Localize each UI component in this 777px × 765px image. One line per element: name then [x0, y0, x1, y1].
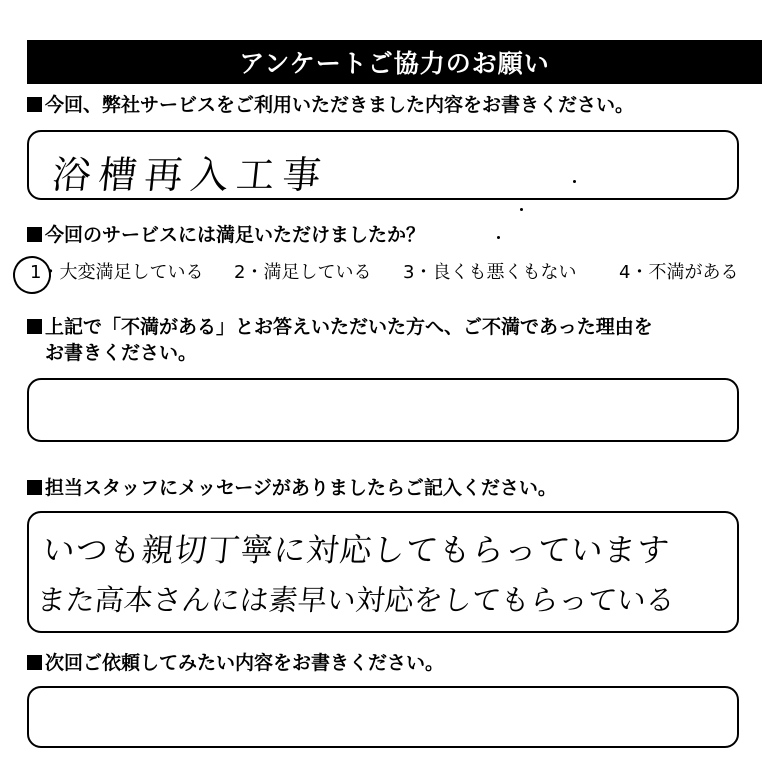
survey-title: アンケートご協力のお願い: [27, 40, 762, 84]
question-dissatisfaction-reason: 上記で「不満がある」とお答えいただいた方へ、ご不満であった理由を: [27, 315, 653, 340]
square-bullet-icon: [27, 97, 42, 112]
option-very-satisfied[interactable]: 1・大変満足している: [30, 262, 204, 283]
question-dissatisfaction-reason-cont: お書きください。: [45, 342, 198, 364]
ink-speck: [497, 236, 500, 239]
satisfaction-options: [22, 258, 742, 284]
question-service-content: 今回、弊社サービスをご利用いただきました内容をお書きください。: [27, 93, 634, 118]
question-next-request: 次回ご依頼してみたい内容をお書きください。: [27, 651, 444, 676]
square-bullet-icon: [27, 655, 42, 670]
question-staff-message: 担当スタッフにメッセージがありましたらご記入ください。: [27, 476, 557, 501]
square-bullet-icon: [27, 227, 42, 242]
staff-message-handwriting-line2: また高本さんには素早い対応をしてもらっている: [35, 583, 677, 617]
staff-message-handwriting-line1: いつも親切丁寧に対応してもらっています: [40, 531, 672, 569]
ink-speck: [573, 180, 576, 183]
staff-message-answer-box[interactable]: [27, 511, 739, 633]
option-satisfied[interactable]: 2・満足している: [234, 262, 372, 283]
service-content-handwriting: 浴槽再入工事: [50, 153, 331, 197]
square-bullet-icon: [27, 319, 42, 334]
question-satisfaction: 今回のサービスには満足いただけましたか？: [27, 223, 425, 248]
square-bullet-icon: [27, 480, 42, 495]
next-request-answer-box[interactable]: [27, 686, 739, 748]
dissatisfaction-reason-answer-box[interactable]: [27, 378, 739, 442]
option-neutral[interactable]: 3・良くも悪くもない: [403, 262, 577, 283]
option-dissatisfied[interactable]: 4・不満がある: [619, 262, 739, 283]
service-content-answer-box[interactable]: [27, 130, 739, 200]
ink-speck: [520, 208, 523, 211]
